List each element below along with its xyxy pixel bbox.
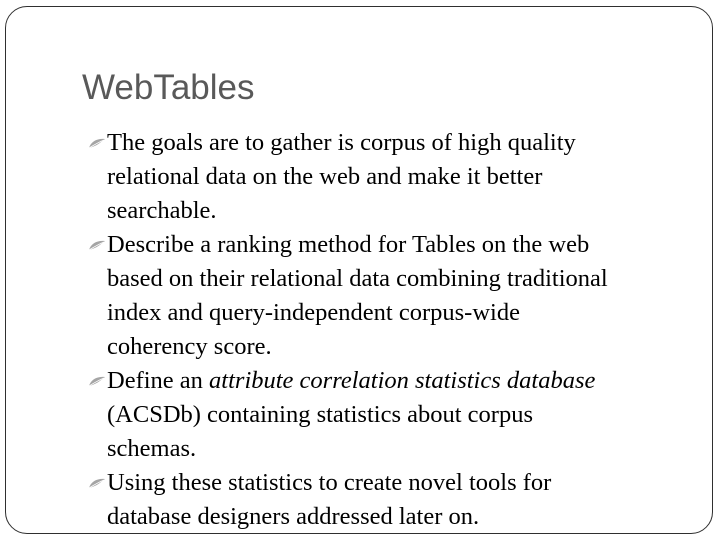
bullet-1-line-2: relational data on the web and make it better <box>107 163 543 190</box>
leaf-bullet-icon <box>88 138 106 149</box>
bullet-1-line-1: The goals are to gather is corpus of high quality <box>107 129 576 156</box>
bullet-item-1 <box>88 126 688 228</box>
leaf-bullet-icon <box>88 376 106 387</box>
bullet-item-2 <box>88 228 688 364</box>
slide-frame <box>5 6 713 534</box>
bullet-2-line-4: coherency score. <box>107 333 272 360</box>
bullet-item-4 <box>88 466 688 534</box>
bullet-4-line-2: database designers addressed later on. <box>107 503 480 530</box>
leaf-bullet-icon <box>88 240 106 251</box>
bullet-list <box>88 126 688 534</box>
bullet-3-italic-term: attribute correlation statistics database <box>209 367 596 394</box>
bullet-3-line-2: (ACSDb) containing statistics about corpus <box>107 401 533 428</box>
bullet-2-line-2: based on their relational data combining traditional <box>107 265 608 292</box>
bullet-3-line-1 <box>107 364 688 398</box>
bullet-item-3 <box>88 364 688 466</box>
leaf-bullet-icon <box>88 478 106 489</box>
bullet-1-line-3: searchable. <box>107 197 217 224</box>
bullet-3-prefix: Define an <box>107 367 210 394</box>
bullet-3-line-3: schemas. <box>107 435 197 462</box>
bullet-2-line-3: index and query-independent corpus-wide <box>107 299 520 326</box>
bullet-2-line-1: Describe a ranking method for Tables on the web <box>107 231 590 258</box>
slide-title: WebTables <box>82 68 255 107</box>
bullet-4-line-1: Using these statistics to create novel tools for <box>107 469 552 496</box>
